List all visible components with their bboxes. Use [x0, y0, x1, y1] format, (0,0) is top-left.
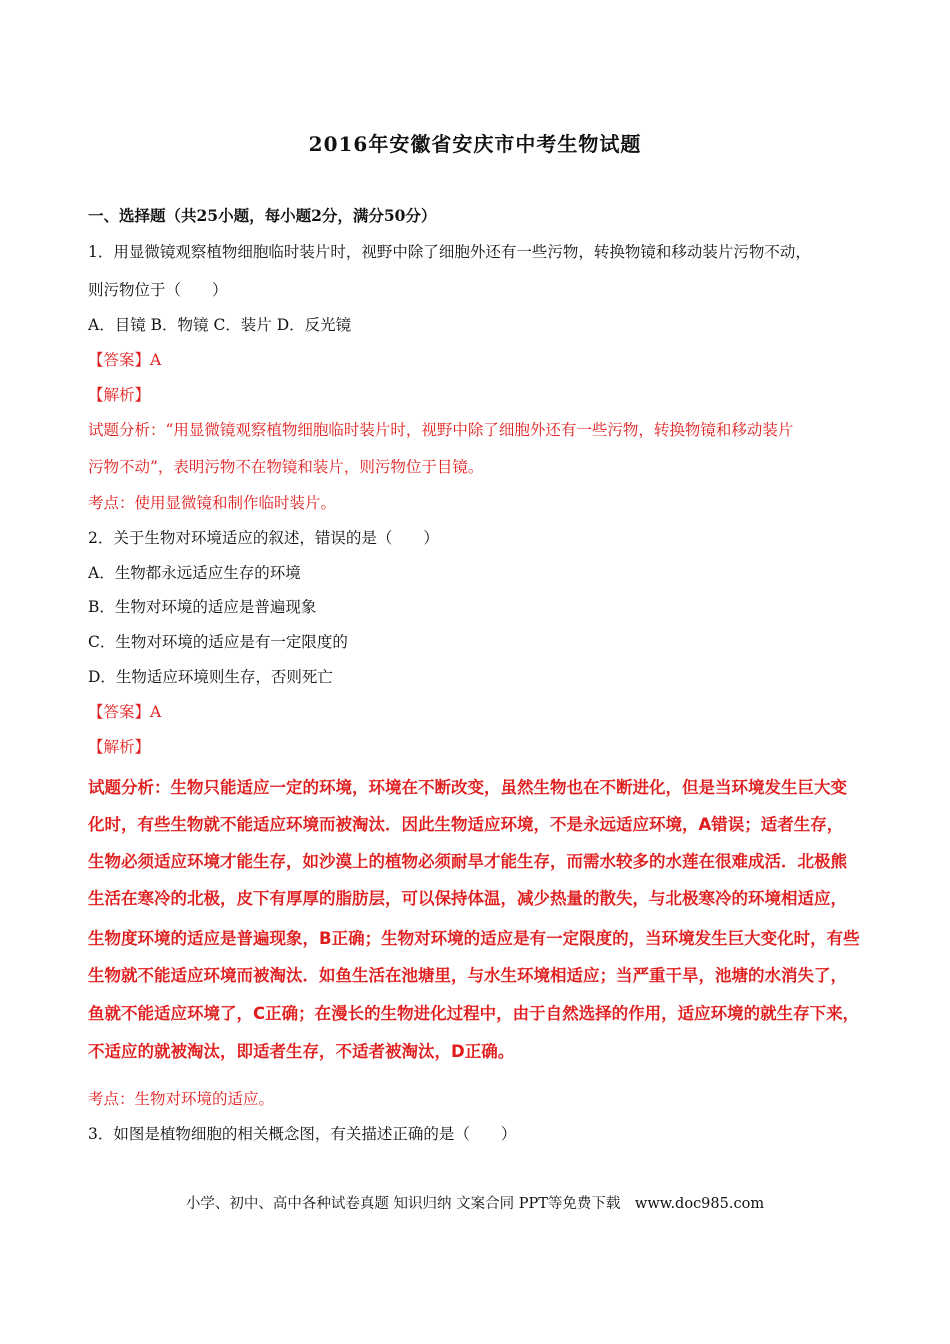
q1-answer: 【答案】A [88, 351, 162, 369]
q2-option-b: B．生物对环境的适应是普遍现象 [88, 598, 317, 616]
q1-point: 考点：使用显微镜和制作临时装片。 [88, 494, 337, 512]
q2-stem: 2．关于生物对环境适应的叙述，错误的是（ ） [88, 529, 439, 547]
page-footer: 小学、初中、高中各种试卷真题 知识归纳 文案合同 PPT等免费下载 www.doc985.com [185, 1196, 765, 1212]
q2-analysis-line: 生活在寒冷的北极，皮下有厚厚的脂肪层，可以保持体温，减少热量的散失，与北极寒冷的环境相适应， [88, 889, 847, 908]
q2-analysis-line: 生物必须适应环境才能生存，如沙漠上的植物必须耐旱才能生存，而需水较多的水莲在很难成活．北极熊 [88, 852, 847, 871]
q2-point: 考点：生物对环境的适应。 [88, 1090, 275, 1108]
q2-option-a: A．生物都永远适应生存的环境 [88, 564, 301, 582]
q2-answer: 【答案】A [88, 703, 162, 721]
q1-analysis-line1: 试题分析：“用显微镜观察植物细胞临时装片时，视野中除了细胞外还有一些污物，转换物镜和移动装片 [88, 421, 794, 439]
q1-options: A．目镜 B．物镜 C．装片 D．反光镜 [88, 316, 352, 334]
q3-stem: 3．如图是植物细胞的相关概念图，有关描述正确的是（ ） [88, 1125, 517, 1143]
q2-analysis-line: 生物度环境的适应是普遍现象，B正确；生物对环境的适应是有一定限度的，当环境发生巨大变化时，有些 [88, 929, 860, 948]
q2-analysis-line: 不适应的就被淘汰，即适者生存，不适者被淘汰，D正确。 [88, 1042, 515, 1061]
q2-option-c: C．生物对环境的适应是有一定限度的 [88, 633, 348, 651]
page-title: 2016年安徽省安庆市中考生物试题 [308, 132, 642, 156]
section-heading: 一、选择题（共25小题，每小题2分，满分50分） [88, 206, 437, 225]
q2-analysis-line: 化时，有些生物就不能适应环境而被淘汰．因此生物适应环境，不是永远适应环境，A错误；适者生存， [88, 815, 844, 834]
q2-option-d: D．生物适应环境则生存，否则死亡 [88, 668, 333, 686]
q1-stem-line2: 则污物位于（ ） [88, 281, 228, 299]
q2-analysis-line: 试题分析：生物只能适应一定的环境，环境在不断改变，虽然生物也在不断进化，但是当环境发生巨大变 [88, 778, 847, 797]
q1-analysis-line2: 污物不动”，表明污物不在物镜和装片，则污物位于目镜。 [88, 458, 484, 476]
q1-stem-line1: 1．用显微镜观察植物细胞临时装片时，视野中除了细胞外还有一些污物，转换物镜和移动装片污物不动， [88, 243, 811, 261]
q2-analysis-label: 【解析】 [88, 738, 151, 756]
q2-analysis-line: 生物就不能适应环境而被淘汰．如鱼生活在池塘里，与水生环境相适应；当严重干旱，池塘的水消失了， [88, 966, 847, 985]
q1-analysis-label: 【解析】 [88, 386, 151, 404]
q2-analysis-line: 鱼就不能适应环境了，C正确；在漫长的生物进化过程中，由于自然选择的作用，适应环境的就生存下来， [88, 1004, 860, 1023]
